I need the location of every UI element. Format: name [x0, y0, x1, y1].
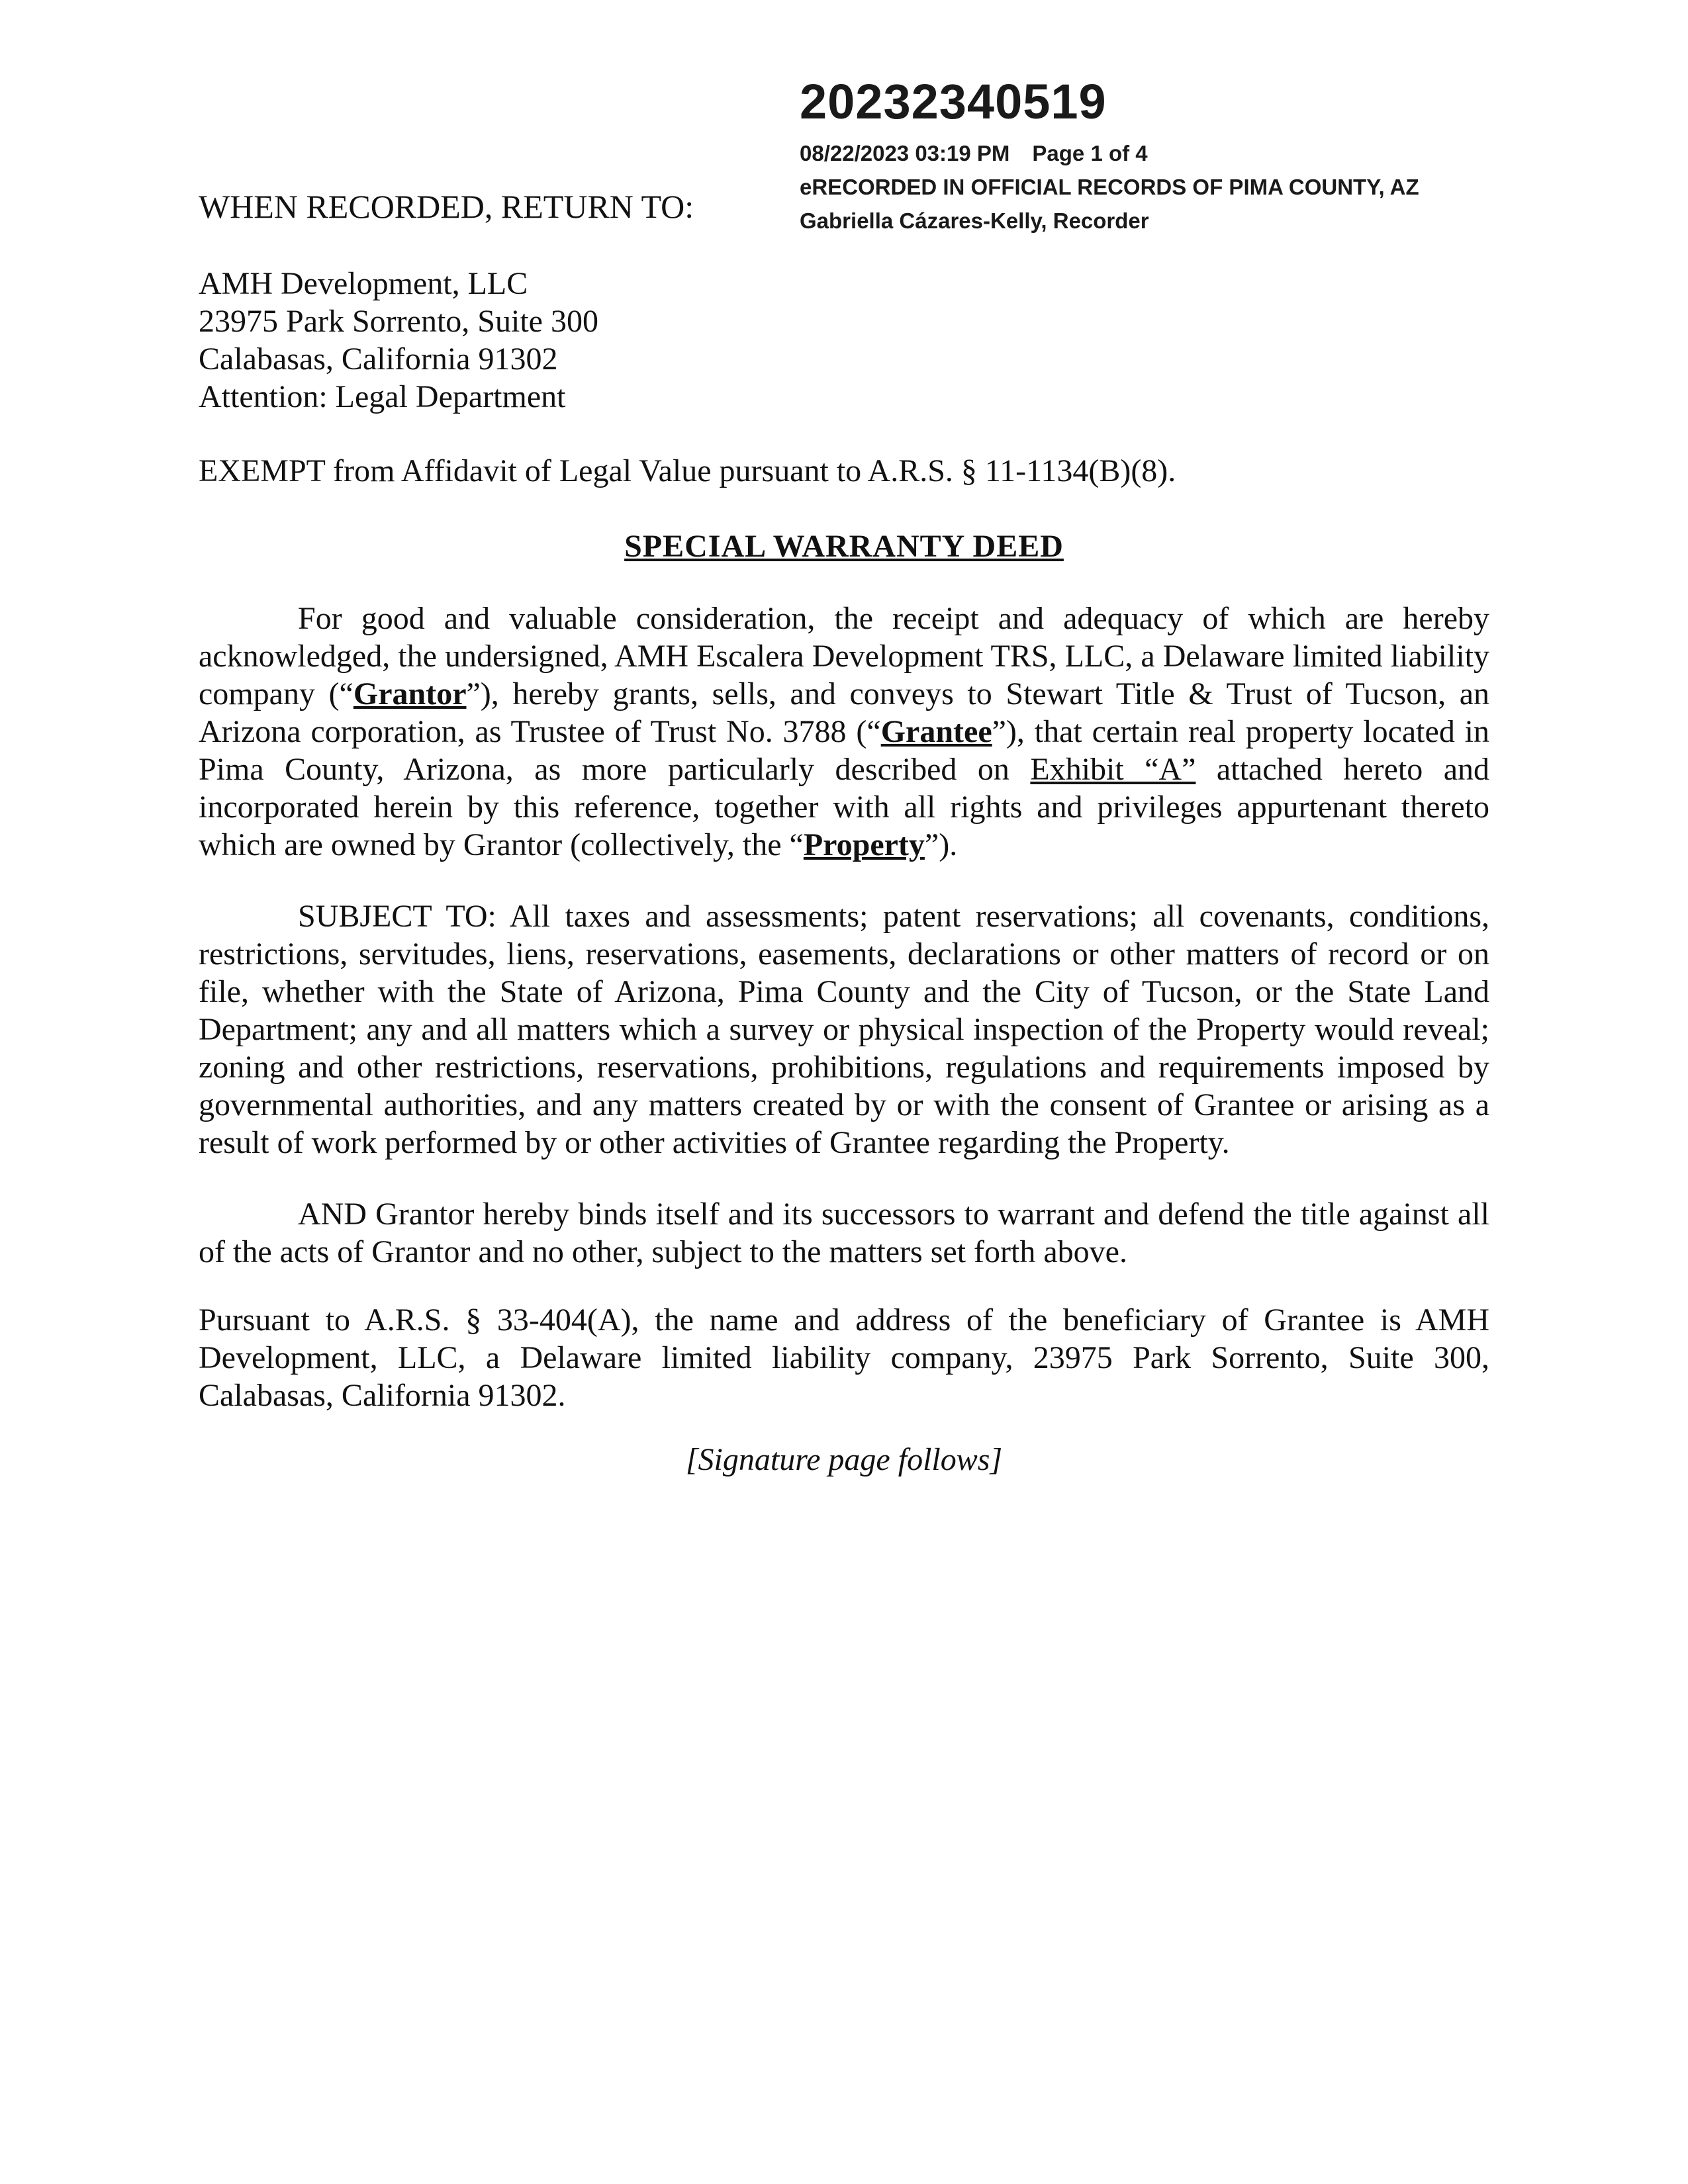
deed-title: SPECIAL WARRANTY DEED	[624, 529, 1064, 564]
return-address	[199, 265, 598, 416]
recording-datetime: 08/22/2023 03:19 PM	[800, 141, 1010, 165]
grant-text-5: ”).	[924, 827, 958, 862]
signature-page-note: [Signature page follows]	[685, 1442, 1003, 1477]
recording-date-line	[800, 136, 1660, 170]
return-address-city: Calabasas, California 91302	[199, 341, 558, 377]
grantee-defined-term: Grantee	[880, 714, 992, 749]
grant-paragraph	[199, 600, 1489, 864]
when-recorded-heading: WHEN RECORDED, RETURN TO:	[199, 188, 694, 225]
exemption-statement: EXEMPT from Affidavit of Legal Value pursuant to A.R.S. § 11-1134(B)(8).	[199, 453, 1176, 488]
subject-to-paragraph: SUBJECT TO: All taxes and assessments; patent reservations; all covenants, conditions, restrictions, servitudes, liens, reservations, easements, declarations or other matters of record or on file, whether with the State of Arizona, Pima County and the City of Tucson, or the State Land Department; any and all matters which a survey or physical inspection of the Property would reveal; zoning and other restrictions, reservations, prohibitions, regulations and requirements imposed by governmental authorities, and any matters created by or with the consent of Grantee or arising as a result of work performed by or other activities of Grantee regarding the Property.	[199, 899, 1489, 1160]
recording-stamp	[800, 74, 1660, 238]
return-address-attention: Attention: Legal Department	[199, 379, 566, 414]
recorded-in-line: eRECORDED IN OFFICIAL RECORDS OF PIMA COUNTY, AZ	[800, 175, 1419, 199]
return-address-name: AMH Development, LLC	[199, 266, 528, 301]
grant-text-4: attached hereto and incorporated herein by this reference, together with all rights and privileges appurtenant thereto which are owned by Grantor (collectively, the “	[199, 752, 1489, 862]
exhibit-reference: Exhibit “A”	[1030, 752, 1196, 787]
grant-text-3: ”), that certain real property located in Pima County, Arizona, as more particularly described on	[199, 714, 1490, 787]
property-defined-term: Property	[803, 827, 925, 862]
recorder-name: Gabriella Cázares-Kelly, Recorder	[800, 208, 1149, 233]
grantor-defined-term: Grantor	[353, 676, 467, 711]
grant-text-1: For good and valuable consideration, the receipt and adequacy of which are hereby acknowledged, the undersigned, AMH Escalera Development TRS, LLC, a Delaware limited liability company (“	[199, 601, 1489, 711]
grant-text-2: ”), hereby grants, sells, and conveys to Stewart Title & Trust of Tucson, an Arizona corporation, as Trustee of Trust No. 3788 (“	[199, 676, 1490, 749]
beneficiary-paragraph: Pursuant to A.R.S. § 33-404(A), the name and address of the beneficiary of Grantee is AMH Development, LLC, a Delaware limited liability company, 23975 Park Sorrento, Suite 300, Calabasas, California 91302.	[199, 1302, 1489, 1413]
warranty-paragraph: AND Grantor hereby binds itself and its successors to warrant and defend the title against all of the acts of Grantor and no other, subject to the matters set forth above.	[199, 1197, 1489, 1269]
page-count: Page 1 of 4	[1032, 141, 1148, 165]
return-address-street: 23975 Park Sorrento, Suite 300	[199, 304, 598, 339]
document-number: 20232340519	[800, 74, 1107, 129]
